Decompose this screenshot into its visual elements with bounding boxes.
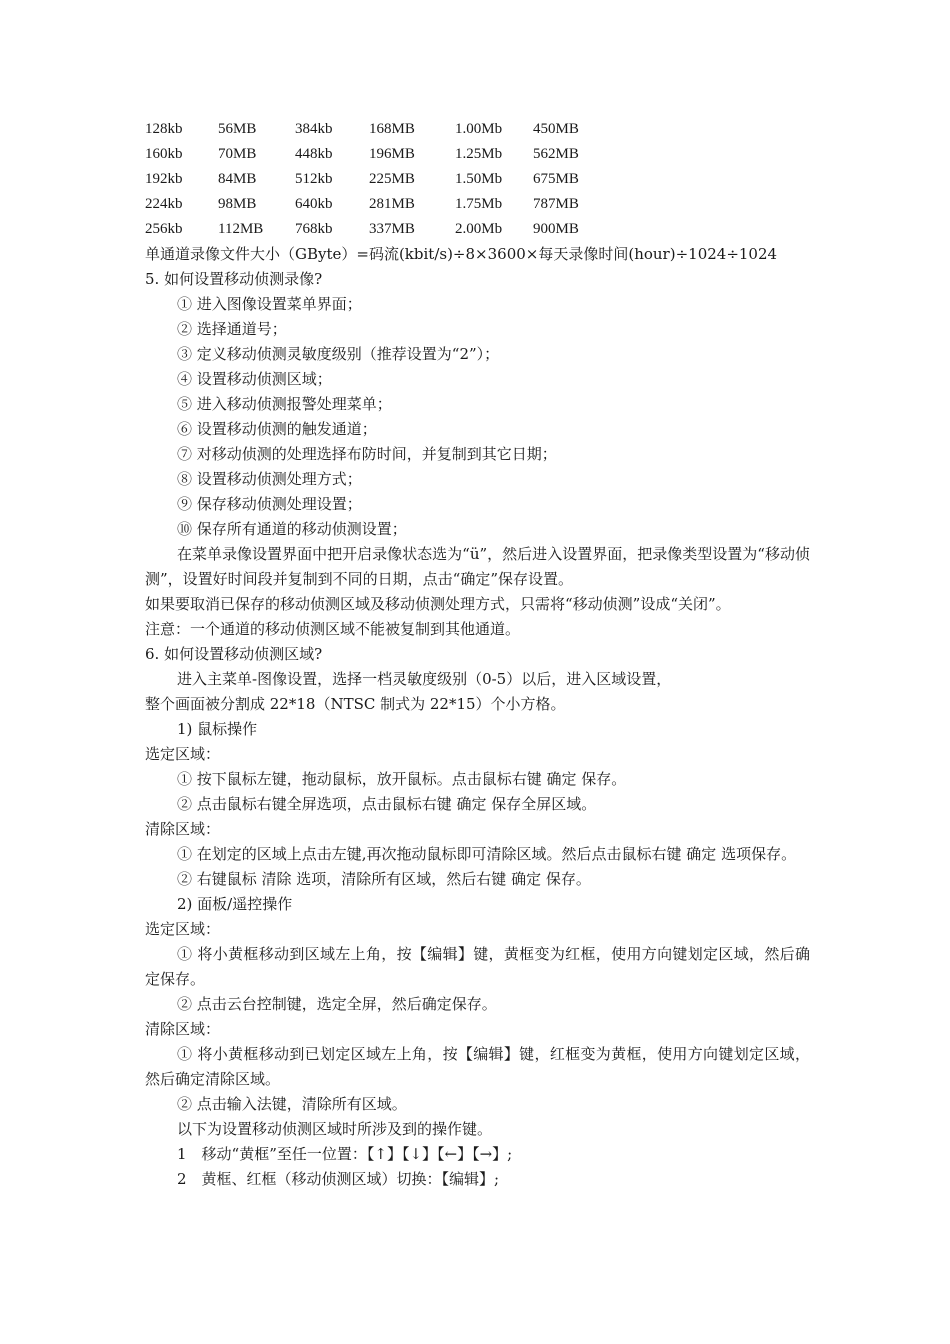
table-cell: 160kb (145, 146, 183, 162)
clear-area-label: 清除区域： (145, 1020, 221, 1038)
section-5-steps (145, 292, 810, 542)
panel-clear-step: ② 点击输入法键，清除所有区域。 (177, 1095, 407, 1113)
table-cell: 337MB (369, 221, 415, 237)
table-cell: 196MB (369, 146, 415, 162)
table-cell: 640kb (295, 196, 333, 212)
panel-select-step: ① 将小黄框移动到区域左上角，按【编辑】键，黄框变为红框，使用方向键划定区域，然后确定保存。 (145, 945, 810, 988)
table-row (145, 142, 613, 167)
table-row (145, 117, 613, 142)
file-size-formula: 单通道录像文件大小（GByte）=码流(kbit/s)÷8×3600×每天录像时间(hour)÷1024÷1024 (145, 245, 778, 263)
table-cell: 768kb (295, 221, 333, 237)
table-cell: 281MB (369, 196, 415, 212)
table-cell: 1.50Mb (455, 171, 503, 187)
table-cell: 84MB (218, 171, 257, 187)
panel-clear-step: ① 将小黄框移动到已划定区域左上角，按【编辑】键，红框变为黄框，使用方向键划定区域，然后确定清除区域。 (145, 1045, 810, 1088)
table-cell: 2.00Mb (455, 221, 503, 237)
step-item: ⑥ 设置移动侦测的触发通道； (177, 420, 377, 438)
key-item: 2 黄框、红框（移动侦测区域）切换：【编辑】; (177, 1170, 500, 1188)
step-item: ④ 设置移动侦测区域； (177, 370, 332, 388)
table-row (145, 217, 613, 242)
cancel-paragraph: 如果要取消已保存的移动侦测区域及移动侦测处理方式，只需将“移动侦测”设成“关闭”。 (145, 595, 731, 613)
note-paragraph: 注意：一个通道的移动侦测区域不能被复制到其他通道。 (145, 620, 521, 638)
table-cell: 1.75Mb (455, 196, 503, 212)
step-item: ⑩ 保存所有通道的移动侦测设置； (177, 520, 407, 538)
document-page (145, 117, 810, 1192)
step-item: ⑨ 保存移动侦测处理设置； (177, 495, 362, 513)
table-cell: 1.00Mb (455, 121, 503, 137)
table-cell: 128kb (145, 121, 183, 137)
section-6-grid-note: 整个画面被分割成 22*18（NTSC 制式为 22*15）个小方格。 (145, 695, 566, 713)
clear-area-label: 清除区域： (145, 820, 221, 838)
mouse-select-step: ② 点击鼠标右键全屏选项，点击鼠标右键 确定 保存全屏区域。 (177, 795, 597, 813)
table-cell: 224kb (145, 196, 183, 212)
table-cell: 448kb (295, 146, 333, 162)
section-6-intro: 进入主菜单-图像设置，选择一档灵敏度级别（0-5）以后，进入区域设置， (177, 670, 672, 688)
keys-intro: 以下为设置移动侦测区域时所涉及到的操作键。 (177, 1120, 493, 1138)
table-row (145, 192, 613, 217)
record-setting-paragraph: 在菜单录像设置界面中把开启录像状态选为“ü”，然后进入设置界面，把录像类型设置为“移动侦测”，设置好时间段并复制到不同的日期，点击“确定”保存设置。 (145, 545, 810, 588)
step-item: ⑤ 进入移动侦测报警处理菜单； (177, 395, 392, 413)
table-cell: 787MB (533, 196, 579, 212)
table-cell: 98MB (218, 196, 257, 212)
table-cell: 384kb (295, 121, 333, 137)
table-cell: 56MB (218, 121, 257, 137)
table-cell: 256kb (145, 221, 183, 237)
select-area-label: 选定区域： (145, 745, 221, 763)
panel-operation-heading: 2) 面板/遥控操作 (177, 895, 293, 913)
step-item: ⑦ 对移动侦测的处理选择布防时间，并复制到其它日期； (177, 445, 557, 463)
mouse-clear-step: ① 在划定的区域上点击左键,再次拖动鼠标即可清除区域。然后点击鼠标右键 确定 选项保存。 (177, 845, 797, 863)
table-cell: 112MB (218, 221, 264, 237)
mouse-operation-heading: 1) 鼠标操作 (177, 720, 258, 738)
step-item: ⑧ 设置移动侦测处理方式； (177, 470, 362, 488)
table-cell: 225MB (369, 171, 415, 187)
table-cell: 450MB (533, 121, 579, 137)
table-cell: 562MB (533, 146, 579, 162)
table-cell: 900MB (533, 221, 579, 237)
mouse-clear-step: ② 右键鼠标 清除 选项，清除所有区域，然后右键 确定 保存。 (177, 870, 591, 888)
step-item: ③ 定义移动侦测灵敏度级别（推荐设置为“2”）； (177, 345, 500, 363)
table-cell: 70MB (218, 146, 257, 162)
step-item: ② 选择通道号； (177, 320, 287, 338)
bitrate-size-table (145, 117, 613, 242)
mouse-select-step: ① 按下鼠标左键，拖动鼠标，放开鼠标。点击鼠标右键 确定 保存。 (177, 770, 627, 788)
panel-select-step: ② 点击云台控制键，选定全屏，然后确定保存。 (177, 995, 497, 1013)
table-cell: 192kb (145, 171, 183, 187)
section-6-heading: 6. 如何设置移动侦测区域? (145, 645, 323, 663)
table-cell: 168MB (369, 121, 415, 137)
table-cell: 1.25Mb (455, 146, 503, 162)
select-area-label: 选定区域： (145, 920, 221, 938)
table-row (145, 167, 613, 192)
key-item: 1 移动“黄框”至任一位置：【↑】【↓】【←】【→】; (177, 1145, 513, 1163)
table-cell: 675MB (533, 171, 579, 187)
step-item: ① 进入图像设置菜单界面； (177, 295, 362, 313)
section-5-heading: 5. 如何设置移动侦测录像? (145, 270, 323, 288)
table-cell: 512kb (295, 171, 333, 187)
